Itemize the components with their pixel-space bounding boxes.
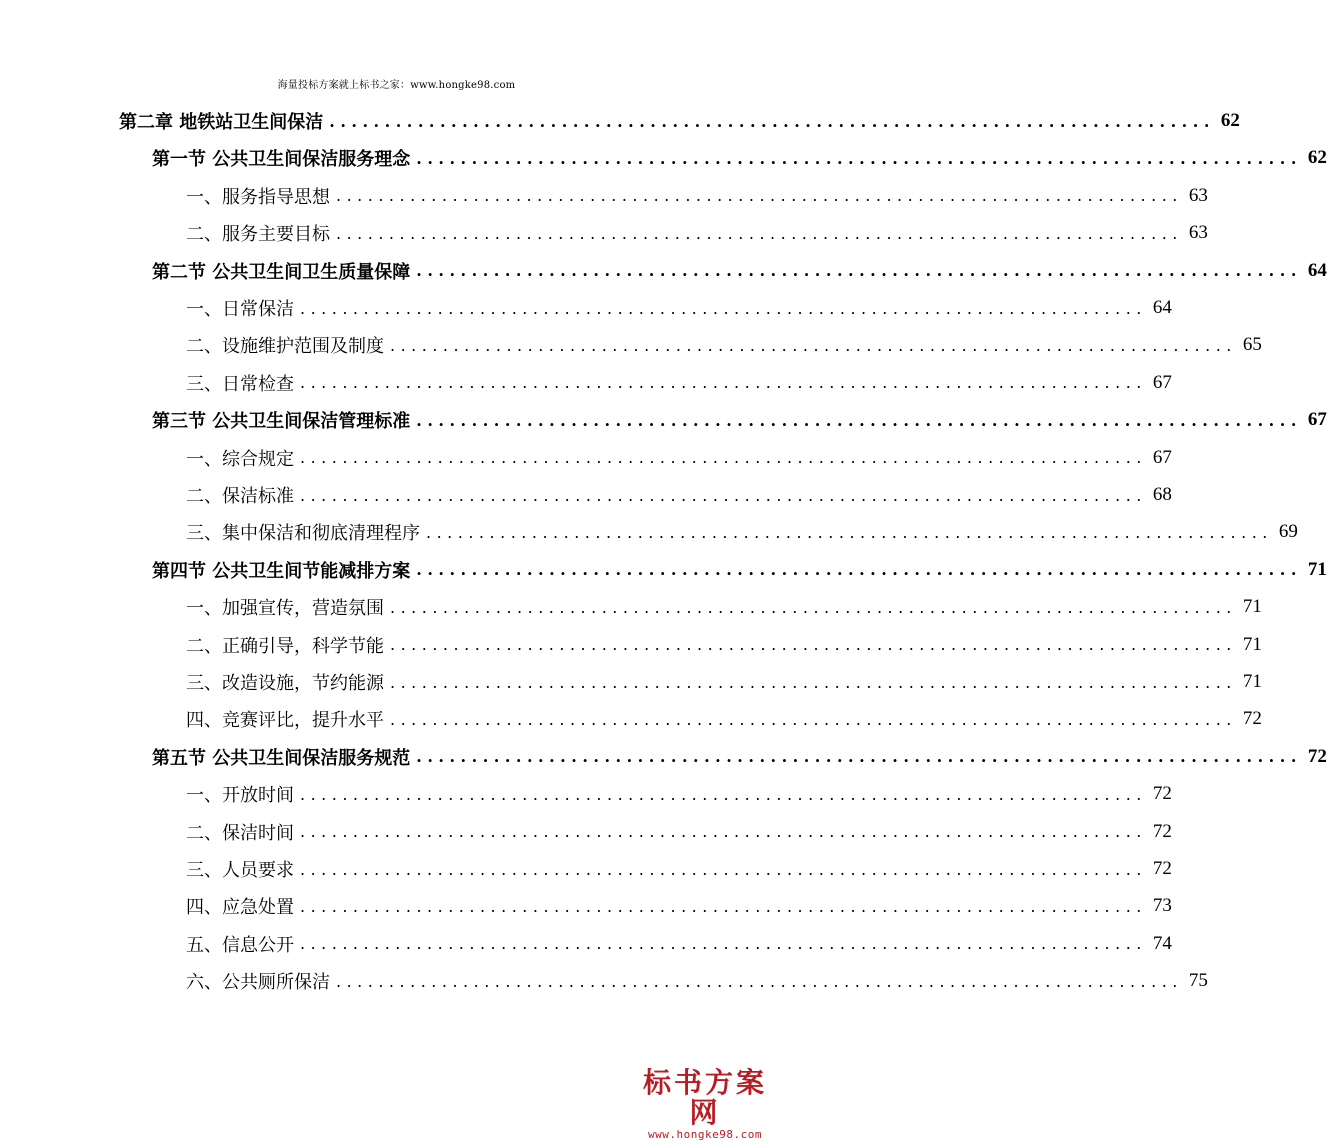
toc-page-number: 71 <box>1242 596 1262 618</box>
logo-title: 标书方案网 <box>642 1066 767 1129</box>
toc-entry-title: 二、保洁时间 <box>186 822 294 844</box>
toc-page-number: 71 <box>1307 558 1327 580</box>
toc-entry-title: 四、竞赛评比，提升水平 <box>186 710 384 732</box>
toc-entry-title: 六、公共厕所保洁 <box>186 972 330 994</box>
toc-page-number: 72 <box>1307 745 1327 767</box>
dot-leader: ................................................................................ <box>390 335 1237 355</box>
toc-section-entry[interactable] <box>152 256 1327 286</box>
toc-entry-title: 三、改造设施，节约能源 <box>186 673 384 694</box>
dot-leader: ................................................................................ <box>390 635 1237 655</box>
dot-leader: ................................................................................ <box>416 747 1302 767</box>
dot-leader: ................................................................................ <box>336 223 1183 243</box>
toc-page-number: 75 <box>1188 970 1208 992</box>
toc-subsection-entry[interactable] <box>186 891 1172 921</box>
toc-entry-title: 第二章 地铁站卫生间保洁 <box>119 112 324 133</box>
toc-subsection-entry[interactable] <box>186 704 1262 734</box>
toc-subsection-entry[interactable] <box>186 966 1208 996</box>
toc-page-number: 69 <box>1278 521 1298 543</box>
toc-page-number: 63 <box>1188 184 1208 206</box>
dot-leader: ................................................................................ <box>300 485 1147 505</box>
dot-leader: ................................................................................ <box>300 859 1147 879</box>
toc-entry-title: 四、应急处置 <box>186 897 294 919</box>
toc-page-number: 67 <box>1152 446 1172 468</box>
toc-page-number: 64 <box>1307 259 1327 281</box>
dot-leader: ................................................................................ <box>329 111 1215 131</box>
toc-page-number: 72 <box>1152 858 1172 879</box>
toc-chapter-entry[interactable] <box>119 106 1240 136</box>
toc-entry-title: 第一节 公共卫生间保洁服务理念 <box>152 149 411 171</box>
toc-entry-title: 二、正确引导，科学节能 <box>186 635 384 657</box>
toc-subsection-entry[interactable] <box>186 779 1172 809</box>
dot-leader: ................................................................................ <box>390 672 1237 692</box>
dot-leader: ................................................................................ <box>300 934 1147 954</box>
toc-entry-title: 一、开放时间 <box>186 785 294 807</box>
toc-page-number: 71 <box>1242 633 1262 655</box>
logo-url: www.hongke98.com <box>648 1128 762 1141</box>
toc-subsection-entry[interactable] <box>186 368 1172 398</box>
toc-subsection-entry[interactable] <box>186 330 1262 360</box>
toc-subsection-entry[interactable] <box>186 817 1172 847</box>
toc-entry-title: 二、服务主要目标 <box>186 224 330 246</box>
toc-page-number: 67 <box>1152 371 1172 393</box>
toc-entry-title: 二、设施维护范围及制度 <box>186 336 384 358</box>
toc-section-entry[interactable] <box>152 143 1327 173</box>
toc-subsection-entry[interactable] <box>186 517 1298 547</box>
dot-leader: ................................................................................ <box>300 373 1147 393</box>
dot-leader: ................................................................................ <box>336 186 1183 206</box>
dot-leader: ................................................................................ <box>416 261 1302 281</box>
toc-entry-title: 一、加强宣传，营造氛围 <box>186 598 384 620</box>
toc-subsection-entry[interactable] <box>186 929 1172 959</box>
toc-subsection-entry[interactable] <box>186 218 1208 248</box>
toc-page-number: 72 <box>1152 783 1172 805</box>
toc-entry-title: 第五节 公共卫生间保洁服务规范 <box>152 747 411 769</box>
toc-subsection-entry[interactable] <box>186 592 1262 622</box>
dot-leader: ................................................................................ <box>416 560 1302 580</box>
watermark-logo <box>630 1066 780 1141</box>
toc-subsection-entry[interactable] <box>186 293 1172 323</box>
toc-page-number: 71 <box>1242 671 1262 692</box>
toc-entry-title: 第四节 公共卫生间节能减排方案 <box>152 560 411 582</box>
toc-page-number: 65 <box>1242 334 1262 356</box>
toc-page-number: 67 <box>1307 409 1327 431</box>
toc-section-entry[interactable] <box>152 405 1327 435</box>
toc-subsection-entry[interactable] <box>186 181 1208 211</box>
toc-entry-title: 三、人员要求 <box>186 860 294 881</box>
dot-leader: ................................................................................ <box>300 896 1147 916</box>
toc-subsection-entry[interactable] <box>186 480 1172 510</box>
toc-subsection-entry[interactable] <box>186 854 1172 884</box>
toc-page-number: 72 <box>1242 708 1262 730</box>
dot-leader: ................................................................................ <box>336 971 1183 991</box>
toc-page-number: 73 <box>1152 895 1172 917</box>
toc-subsection-entry[interactable] <box>186 630 1262 660</box>
toc-page-number: 72 <box>1152 820 1172 842</box>
toc-entry-title: 三、日常检查 <box>186 373 294 395</box>
page-header: 海量投标方案就上标书之家：www.hongke98.com <box>277 80 516 91</box>
toc-entry-title: 五、信息公开 <box>186 934 294 956</box>
toc-entry-title: 一、服务指导思想 <box>186 186 330 208</box>
dot-leader: ................................................................................ <box>426 522 1273 542</box>
toc-page-number: 64 <box>1152 297 1172 318</box>
toc-section-entry[interactable] <box>152 742 1327 772</box>
toc-entry-title: 第二节 公共卫生间卫生质量保障 <box>152 261 411 283</box>
toc-subsection-entry[interactable] <box>186 443 1172 473</box>
dot-leader: ................................................................................ <box>300 448 1147 468</box>
dot-leader: ................................................................................ <box>300 298 1147 318</box>
toc-entry-title: 第三节 公共卫生间保洁管理标准 <box>152 411 411 433</box>
toc-entry-title: 一、综合规定 <box>186 448 294 470</box>
toc-page-number: 63 <box>1188 222 1208 244</box>
toc-page-number: 74 <box>1152 932 1172 954</box>
toc-entry-title: 三、集中保洁和彻底清理程序 <box>186 523 420 545</box>
toc-page-number: 62 <box>1307 147 1327 169</box>
toc-subsection-entry[interactable] <box>186 667 1262 697</box>
toc-page-number: 62 <box>1220 110 1240 131</box>
dot-leader: ................................................................................ <box>300 784 1147 804</box>
dot-leader: ................................................................................ <box>390 597 1237 617</box>
dot-leader: ................................................................................ <box>390 709 1237 729</box>
toc-entry-title: 一、日常保洁 <box>186 299 294 320</box>
dot-leader: ................................................................................ <box>300 822 1147 842</box>
dot-leader: ................................................................................ <box>416 148 1302 168</box>
dot-leader: ................................................................................ <box>416 410 1302 430</box>
toc-section-entry[interactable] <box>152 555 1327 585</box>
toc-page-number: 68 <box>1152 484 1172 505</box>
toc-entry-title: 二、保洁标准 <box>186 486 294 507</box>
